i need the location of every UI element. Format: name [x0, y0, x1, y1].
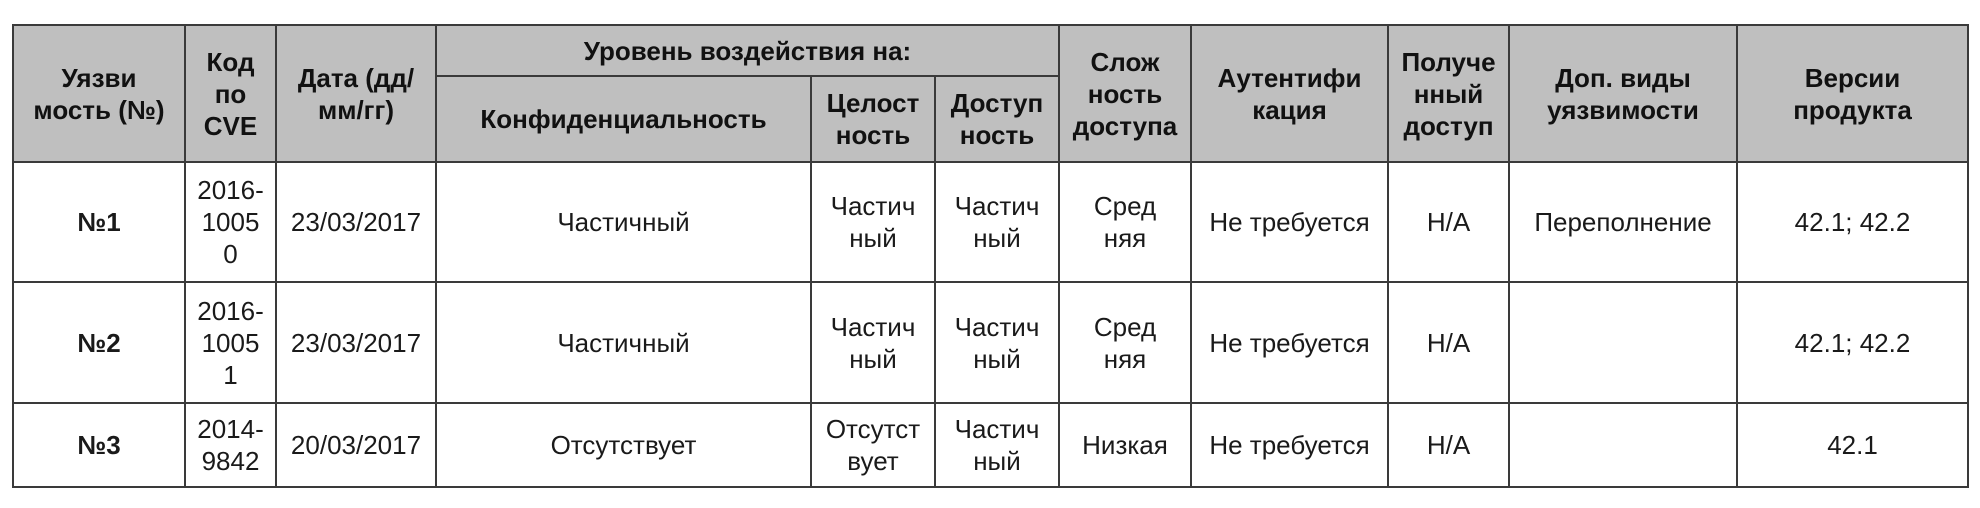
- table-row: [13, 162, 1968, 282]
- cell-complexity: Сред няя: [1059, 282, 1191, 403]
- header-auth: Аутентифи кация: [1191, 25, 1388, 162]
- header-complexity: Слож ность доступа: [1059, 25, 1191, 162]
- table-body: [13, 162, 1968, 487]
- cell-availability: Частич ный: [935, 403, 1059, 487]
- cell-cve: 2014- 9842: [185, 403, 276, 487]
- cell-confidentiality: Частичный: [436, 162, 811, 282]
- cell-auth: Не требуется: [1191, 282, 1388, 403]
- table-row: [13, 403, 1968, 487]
- cell-integrity: Отсутст вует: [811, 403, 935, 487]
- cell-num: №2: [13, 282, 185, 403]
- cell-date: 20/03/2017: [276, 403, 436, 487]
- cell-cve: 2016- 1005 1: [185, 282, 276, 403]
- cell-versions: 42.1; 42.2: [1737, 162, 1968, 282]
- cell-access: Н/А: [1388, 403, 1509, 487]
- cell-versions: 42.1: [1737, 403, 1968, 487]
- table-row: [13, 282, 1968, 403]
- cell-cve: 2016- 1005 0: [185, 162, 276, 282]
- cell-extra: [1509, 403, 1737, 487]
- header-row-1: [13, 25, 1968, 76]
- cell-availability: Частич ный: [935, 282, 1059, 403]
- cell-auth: Не требуется: [1191, 162, 1388, 282]
- header-integrity: Целост ность: [811, 76, 935, 162]
- header-vuln: Уязви мость (№): [13, 25, 185, 162]
- header-availability: Доступ ность: [935, 76, 1059, 162]
- cell-confidentiality: Частичный: [436, 282, 811, 403]
- cell-date: 23/03/2017: [276, 282, 436, 403]
- header-impact-group: Уровень воздействия на:: [436, 25, 1059, 76]
- cell-auth: Не требуется: [1191, 403, 1388, 487]
- cell-extra: Переполнение: [1509, 162, 1737, 282]
- header-cve: Код по CVE: [185, 25, 276, 162]
- cell-confidentiality: Отсутствует: [436, 403, 811, 487]
- cell-integrity: Частич ный: [811, 282, 935, 403]
- cell-extra: [1509, 282, 1737, 403]
- header-date: Дата (дд/ мм/гг): [276, 25, 436, 162]
- vulnerability-table: [12, 24, 1969, 488]
- header-versions: Версии продукта: [1737, 25, 1968, 162]
- cell-availability: Частич ный: [935, 162, 1059, 282]
- cell-num: №1: [13, 162, 185, 282]
- cell-access: Н/А: [1388, 282, 1509, 403]
- cell-access: Н/А: [1388, 162, 1509, 282]
- cell-num: №3: [13, 403, 185, 487]
- cell-complexity: Сред няя: [1059, 162, 1191, 282]
- header-extra: Доп. виды уязвимости: [1509, 25, 1737, 162]
- cell-complexity: Низкая: [1059, 403, 1191, 487]
- cell-integrity: Частич ный: [811, 162, 935, 282]
- table-header: [13, 25, 1968, 162]
- cell-versions: 42.1; 42.2: [1737, 282, 1968, 403]
- header-access-gained: Получе нный доступ: [1388, 25, 1509, 162]
- cell-date: 23/03/2017: [276, 162, 436, 282]
- header-confidentiality: Конфиденциальность: [436, 76, 811, 162]
